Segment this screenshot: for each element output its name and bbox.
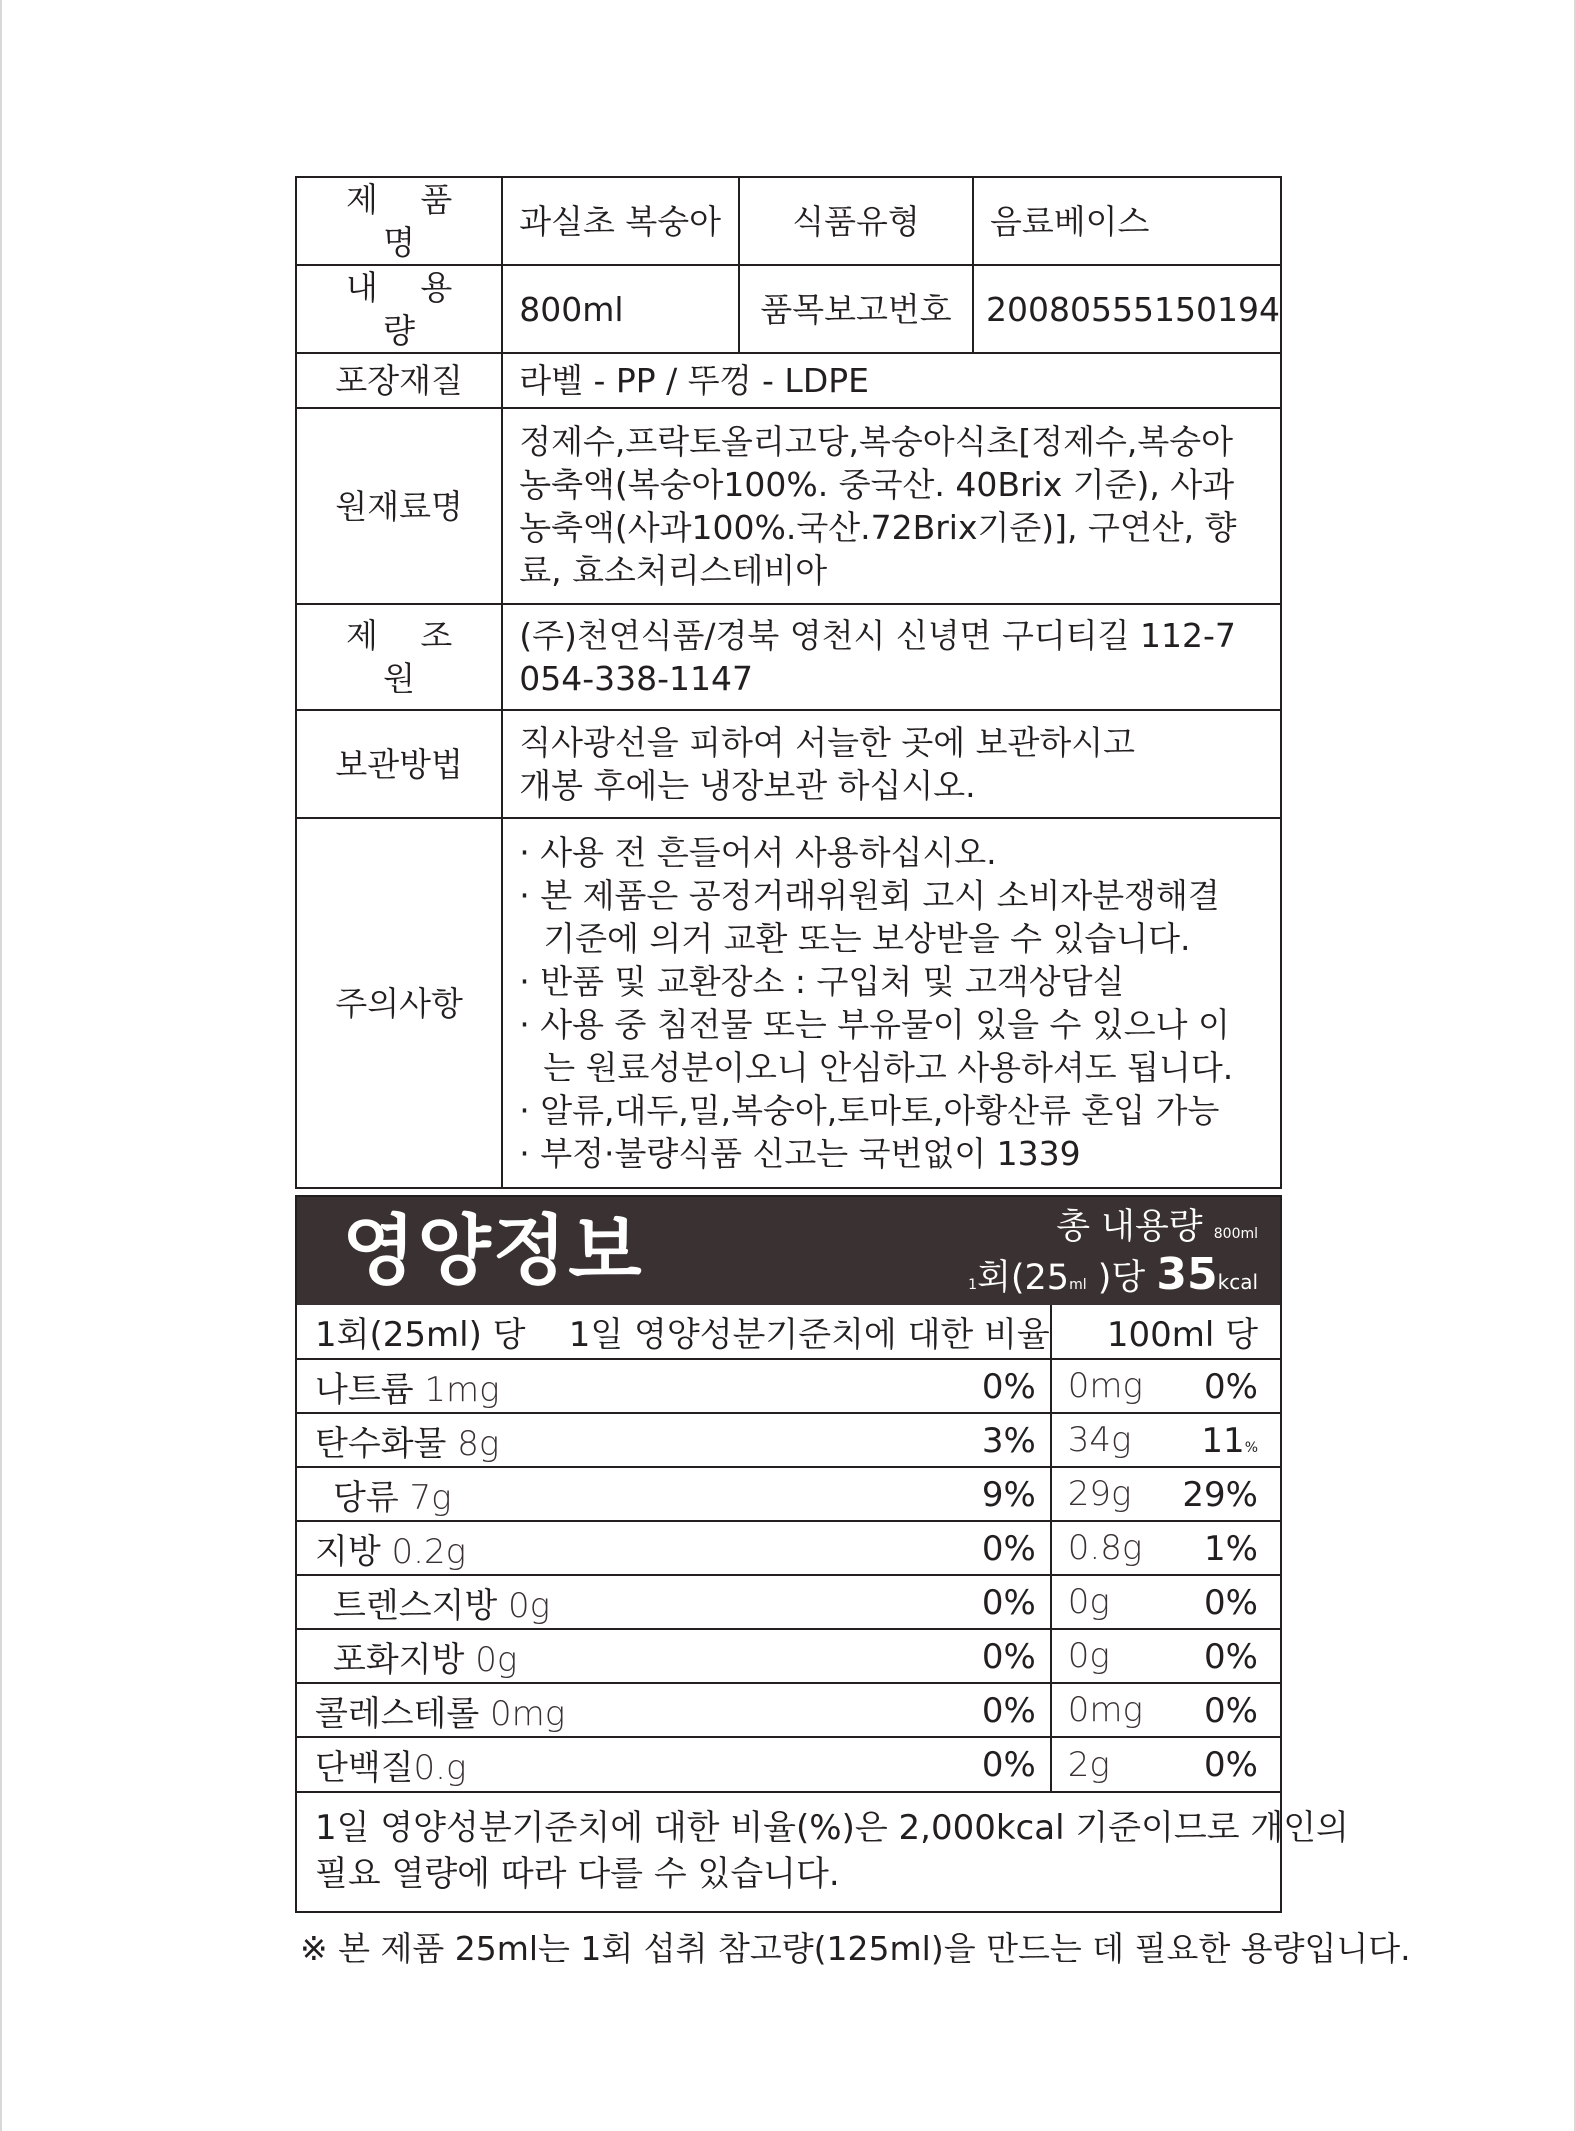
per-serving-mid: 회(25: [977, 1258, 1070, 1298]
caution-item: · 부정·불량식품 신고는 국번없이 1339: [519, 1134, 1081, 1173]
total-volume: [1056, 1207, 1258, 1254]
nutrient-percent-unit: %: [1244, 1440, 1258, 1456]
nutrient-name: 당류: [333, 1477, 399, 1518]
row-ingredients: [296, 408, 1281, 604]
nutrient-100ml-cell: [1051, 1629, 1280, 1683]
nutrient-percent: 0%: [981, 1367, 1036, 1407]
nutrition-facts-box: [295, 1195, 1349, 1913]
nutrient-100ml-cell: [1051, 1737, 1280, 1791]
nutrient-percent: 0%: [981, 1583, 1036, 1623]
nutrient-percent-100ml: [1201, 1414, 1258, 1475]
nutrient-percent-100ml: 1%: [1204, 1529, 1258, 1569]
nutrition-title: 영양정보: [342, 1206, 644, 1295]
nutrient-percent-100ml: 0%: [1204, 1745, 1258, 1785]
caution-item: 기준에 의거 교환 또는 보상받을 수 있습니다.: [543, 919, 1191, 958]
ingredients-line: 농축액(사과100%.국산.72Brix기준)], 구연산, 향: [519, 508, 1237, 547]
nutrient-cell: [297, 1413, 1051, 1467]
manufacturer-line: 054-338-1147: [519, 659, 754, 698]
kcal-value: 35: [1156, 1249, 1218, 1300]
ingredients-line: 정제수,프락토올리고당,복숭아식초[정제수,복숭아: [519, 422, 1234, 461]
caution-item: · 본 제품은 공정거래위원회 고시 소비자분쟁해결: [519, 876, 1220, 915]
nutrition-note-line: 1일 영양성분기준치에 대한 비율(%)은 2,000kcal 기준이므로 개인의: [315, 1808, 1349, 1848]
nutrient-amount-100ml: 34g: [1067, 1420, 1132, 1460]
nutrient-row: [297, 1467, 1280, 1521]
nutrient-row: [297, 1413, 1280, 1467]
row-volume: [296, 265, 1281, 353]
nutrient-cell: [297, 1467, 1051, 1521]
volume-value: 800ml: [502, 265, 739, 353]
nutrient-row: [297, 1683, 1280, 1737]
storage-line: 직사광선을 피하여 서늘한 곳에 보관하시고: [519, 723, 1136, 762]
nutrient-100ml-cell: [1051, 1521, 1280, 1575]
nutrient-100ml-cell: [1051, 1575, 1280, 1629]
nutrition-note-line: 필요 열량에 따라 다를 수 있습니다.: [315, 1854, 840, 1894]
nutrient-name: 나트륨: [315, 1369, 414, 1410]
nutrient-cell: [297, 1521, 1051, 1575]
nutrient-percent: 0%: [981, 1745, 1036, 1785]
nutrient-amount-100ml: 0g: [1067, 1636, 1110, 1676]
nutrient-percent-100ml: 0%: [1204, 1367, 1258, 1407]
packaging-label: 포장재질: [296, 353, 502, 408]
nutrient-row: [297, 1629, 1280, 1683]
nutrient-percent-value: 11: [1201, 1421, 1245, 1461]
ingredients-line: 료, 효소처리스테비아: [519, 551, 828, 590]
nutrient-100ml-cell: [1051, 1413, 1280, 1467]
product-name-value: 과실초 복숭아: [502, 177, 739, 265]
nutrient-amount-100ml: 2g: [1067, 1744, 1110, 1785]
caution-item: · 알류,대두,밀,복숭아,토마토,아황산류 혼입 가능: [519, 1091, 1220, 1130]
ingredients-line: 농축액(복숭아100%. 중국산. 40Brix 기준), 사과: [519, 465, 1235, 504]
nutrient-100ml-cell: [1051, 1683, 1280, 1737]
nutrient-amount: 8g: [457, 1423, 500, 1464]
nutrient-name: 트렌스지방: [333, 1585, 498, 1626]
nutrient-percent: 9%: [981, 1475, 1036, 1515]
total-volume-label: 총 내용량: [1056, 1207, 1203, 1247]
nutrient-amount-100ml: 29g: [1067, 1474, 1132, 1514]
row-manufacturer: [296, 604, 1281, 710]
per-serving-unit: ml: [1069, 1277, 1087, 1293]
product-info-table: [295, 176, 1282, 1189]
nutrient-cell: [297, 1629, 1051, 1683]
per-serving-kcal: [968, 1249, 1258, 1307]
report-no-label: 품목보고번호: [739, 265, 973, 353]
nutrient-percent-100ml: 0%: [1204, 1691, 1258, 1731]
ingredients-label: 원재료명: [296, 408, 502, 604]
nutrient-100ml-cell: [1051, 1359, 1280, 1413]
nutrient-amount: 1mg: [424, 1369, 500, 1410]
nutrient-amount-100ml: 0g: [1067, 1582, 1110, 1622]
food-type-label: 식품유형: [739, 177, 973, 265]
total-volume-value: 800ml: [1213, 1226, 1258, 1242]
nutrient-name: 지방: [315, 1531, 381, 1572]
page-border-left: [0, 0, 2, 2131]
storage-label: 보관방법: [296, 710, 502, 818]
nutrient-100ml-cell: [1051, 1467, 1280, 1521]
caution-item: 는 원료성분이오니 안심하고 사용하셔도 됩니다.: [543, 1048, 1234, 1087]
nutrient-amount-100ml: 0.8g: [1067, 1528, 1143, 1568]
caution-label: 주의사항: [296, 818, 502, 1188]
per-serving-suffix: )당: [1097, 1258, 1146, 1298]
header-per-100ml: 100ml 당: [1106, 1315, 1258, 1355]
nutrient-amount-100ml: 0mg: [1067, 1690, 1143, 1730]
header-left: [297, 1305, 1051, 1359]
ingredients-value: [502, 408, 1281, 604]
nutrient-amount: 0.2g: [391, 1531, 466, 1572]
nutrient-amount: 0.g: [413, 1748, 467, 1788]
nutrition-table: [297, 1305, 1280, 1791]
nutrition-note: [297, 1791, 1349, 1911]
nutrient-amount: 0g: [475, 1639, 518, 1680]
caution-item: · 반품 및 교환장소 : 구입처 및 고객상담실: [519, 962, 1125, 1001]
row-cautions: [296, 818, 1281, 1188]
header-daily-ratio: 1일 영양성분기준치에 대한 비율: [568, 1315, 1050, 1355]
manufacturer-label: 제 조 원: [296, 604, 502, 710]
nutrient-cell: [297, 1359, 1051, 1413]
nutrient-cell: [297, 1737, 1051, 1791]
storage-value: [502, 710, 1281, 818]
nutrient-name: 단백질: [315, 1748, 414, 1788]
nutrient-amount: 0mg: [490, 1693, 566, 1734]
caution-list: [502, 818, 1281, 1188]
nutrient-percent: 0%: [981, 1637, 1036, 1677]
kcal-unit: kcal: [1217, 1270, 1258, 1294]
nutrient-amount: 7g: [409, 1477, 452, 1518]
row-storage: [296, 710, 1281, 818]
nutrient-row: [297, 1359, 1280, 1413]
caution-item: · 사용 전 흔들어서 사용하십시오.: [519, 833, 997, 872]
volume-label: 내 용 량: [296, 265, 502, 353]
nutrient-name: 포화지방: [333, 1639, 465, 1680]
food-type-value: 음료베이스: [973, 177, 1281, 265]
nutrient-name: 콜레스테롤: [315, 1693, 480, 1734]
serving-footnote: ※ 본 제품 25ml는 1회 섭취 참고량(125ml)을 만드는 데 필요한 용량입니다.: [300, 1929, 1411, 1968]
manufacturer-value: [502, 604, 1281, 710]
nutrient-cell: [297, 1575, 1051, 1629]
caution-item: · 사용 중 침전물 또는 부유물이 있을 수 있으나 이: [519, 1005, 1230, 1044]
nutrient-row: [297, 1575, 1280, 1629]
nutrient-percent-100ml: 0%: [1204, 1637, 1258, 1677]
nutrient-name: 탄수화물: [315, 1423, 447, 1464]
nutrient-cell: [297, 1683, 1051, 1737]
nutrition-header: [297, 1197, 1280, 1305]
nutrient-amount-100ml: 0mg: [1067, 1366, 1143, 1406]
row-packaging: [296, 353, 1281, 408]
manufacturer-line: (주)천연식품/경북 영천시 신녕면 구디티길 112-7: [519, 616, 1236, 655]
nutrient-row: [297, 1737, 1280, 1791]
storage-line: 개봉 후에는 냉장보관 하십시오.: [519, 766, 976, 805]
nutrient-row: [297, 1521, 1280, 1575]
nutrient-percent: 0%: [981, 1529, 1036, 1569]
nutrition-header-row: [297, 1305, 1280, 1359]
per-serving-prefix: 1: [968, 1277, 978, 1293]
nutrient-percent-100ml: 0%: [1204, 1583, 1258, 1623]
header-per-serving: 1회(25ml) 당: [315, 1315, 526, 1355]
product-name-label: 제 품 명: [296, 177, 502, 265]
nutrient-percent-100ml: 29%: [1182, 1475, 1258, 1515]
nutrient-percent: 3%: [981, 1421, 1036, 1461]
nutrient-percent: 0%: [981, 1691, 1036, 1731]
report-no-value: 20080555150194: [973, 265, 1281, 353]
row-product-name: [296, 177, 1281, 265]
packaging-value: 라벨 - PP / 뚜껑 - LDPE: [502, 353, 1281, 408]
nutrient-amount: 0g: [508, 1585, 551, 1626]
